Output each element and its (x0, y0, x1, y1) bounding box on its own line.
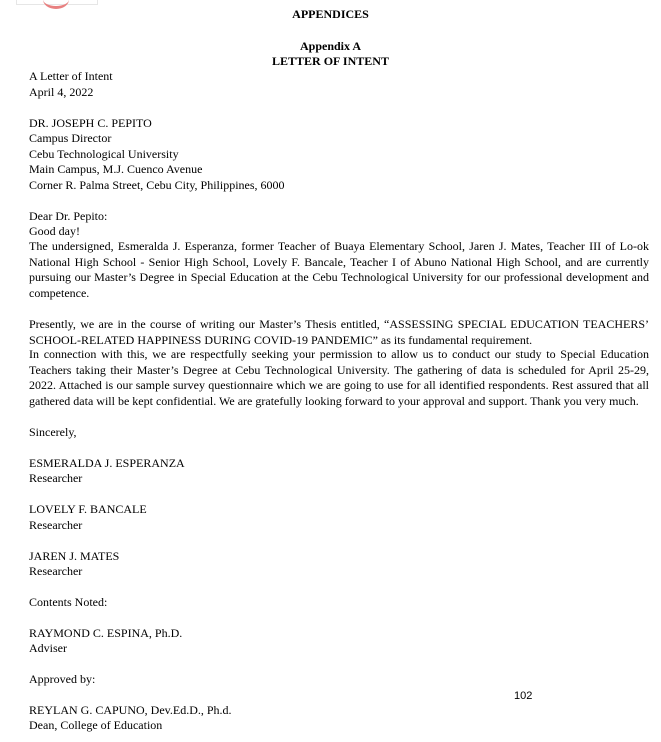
body-paragraph-2: Presently, we are in the course of writing our Master’s Thesis entitled, “ASSESSING SPECIAL EDUCATION TEACHERS’ SCHOOL-RELATED HAPPINESS DURING COVID-19 PANDEMIC” as its fundamental requirement. (29, 317, 649, 347)
recipient-address-2: Corner R. Palma Street, Cebu City, Philippines, 6000 (29, 178, 285, 192)
dean-role: Dean, College of Education (29, 718, 163, 732)
page-number: 102 (514, 690, 533, 702)
intro-line: A Letter of Intent (29, 69, 113, 83)
letter-title: LETTER OF INTENT (272, 54, 389, 68)
recipient-name: DR. JOSEPH C. PEPITO (29, 116, 152, 130)
signatory-name: LOVELY F. BANCALE (29, 502, 147, 516)
dean-name: REYLAN G. CAPUNO, Dev.Ed.D., Ph.d. (29, 703, 232, 717)
letter-date: April 4, 2022 (29, 85, 94, 99)
signatory-name: ESMERALDA J. ESPERANZA (29, 456, 185, 470)
approved-by-label: Approved by: (29, 672, 96, 686)
signatory-role: Researcher (29, 518, 83, 532)
adviser-name: RAYMOND C. ESPINA, Ph.D. (29, 626, 183, 640)
greeting: Good day! (29, 224, 80, 238)
adviser-role: Adviser (29, 641, 67, 655)
salutation: Dear Dr. Pepito: (29, 209, 108, 223)
logo-fragment (16, 0, 98, 5)
body-paragraph-3: In connection with this, we are respectfully seeking your permission to allow us to conduct our study to Special Education Teachers taking their Master’s Degree at Cebu Technological University. The gathering of data is scheduled for April 25-29, 2022. Attached is our sample survey questionnaire which we are going to use for all identified respondents. Rest assured that all gathered data will be kept confidential. We are gratefully looking forward to your approval and support. Thank you very much. (29, 347, 649, 408)
appendix-label: Appendix A (299, 39, 362, 53)
closing: Sincerely, (29, 425, 77, 439)
recipient-title: Campus Director (29, 131, 112, 145)
contents-noted-label: Contents Noted: (29, 595, 108, 609)
signatory-role: Researcher (29, 471, 83, 485)
recipient-institution: Cebu Technological University (29, 147, 179, 161)
recipient-address-1: Main Campus, M.J. Cuenco Avenue (29, 162, 203, 176)
appendices-heading: APPENDICES (292, 7, 369, 21)
body-paragraph-1: The undersigned, Esmeralda J. Esperanza, former Teacher of Buaya Elementary School, Jaren J. Mates, Teacher III of Lo-ok National High School - Senior High School, Lovely F. Bancale, Teacher I of Abuno National High School, and are currently pursuing our Master’s Degree in Special Education at the Cebu Technological University for our professional development and competence. (29, 239, 649, 300)
signatory-role: Researcher (29, 564, 83, 578)
signatory-name: JAREN J. MATES (29, 549, 120, 563)
